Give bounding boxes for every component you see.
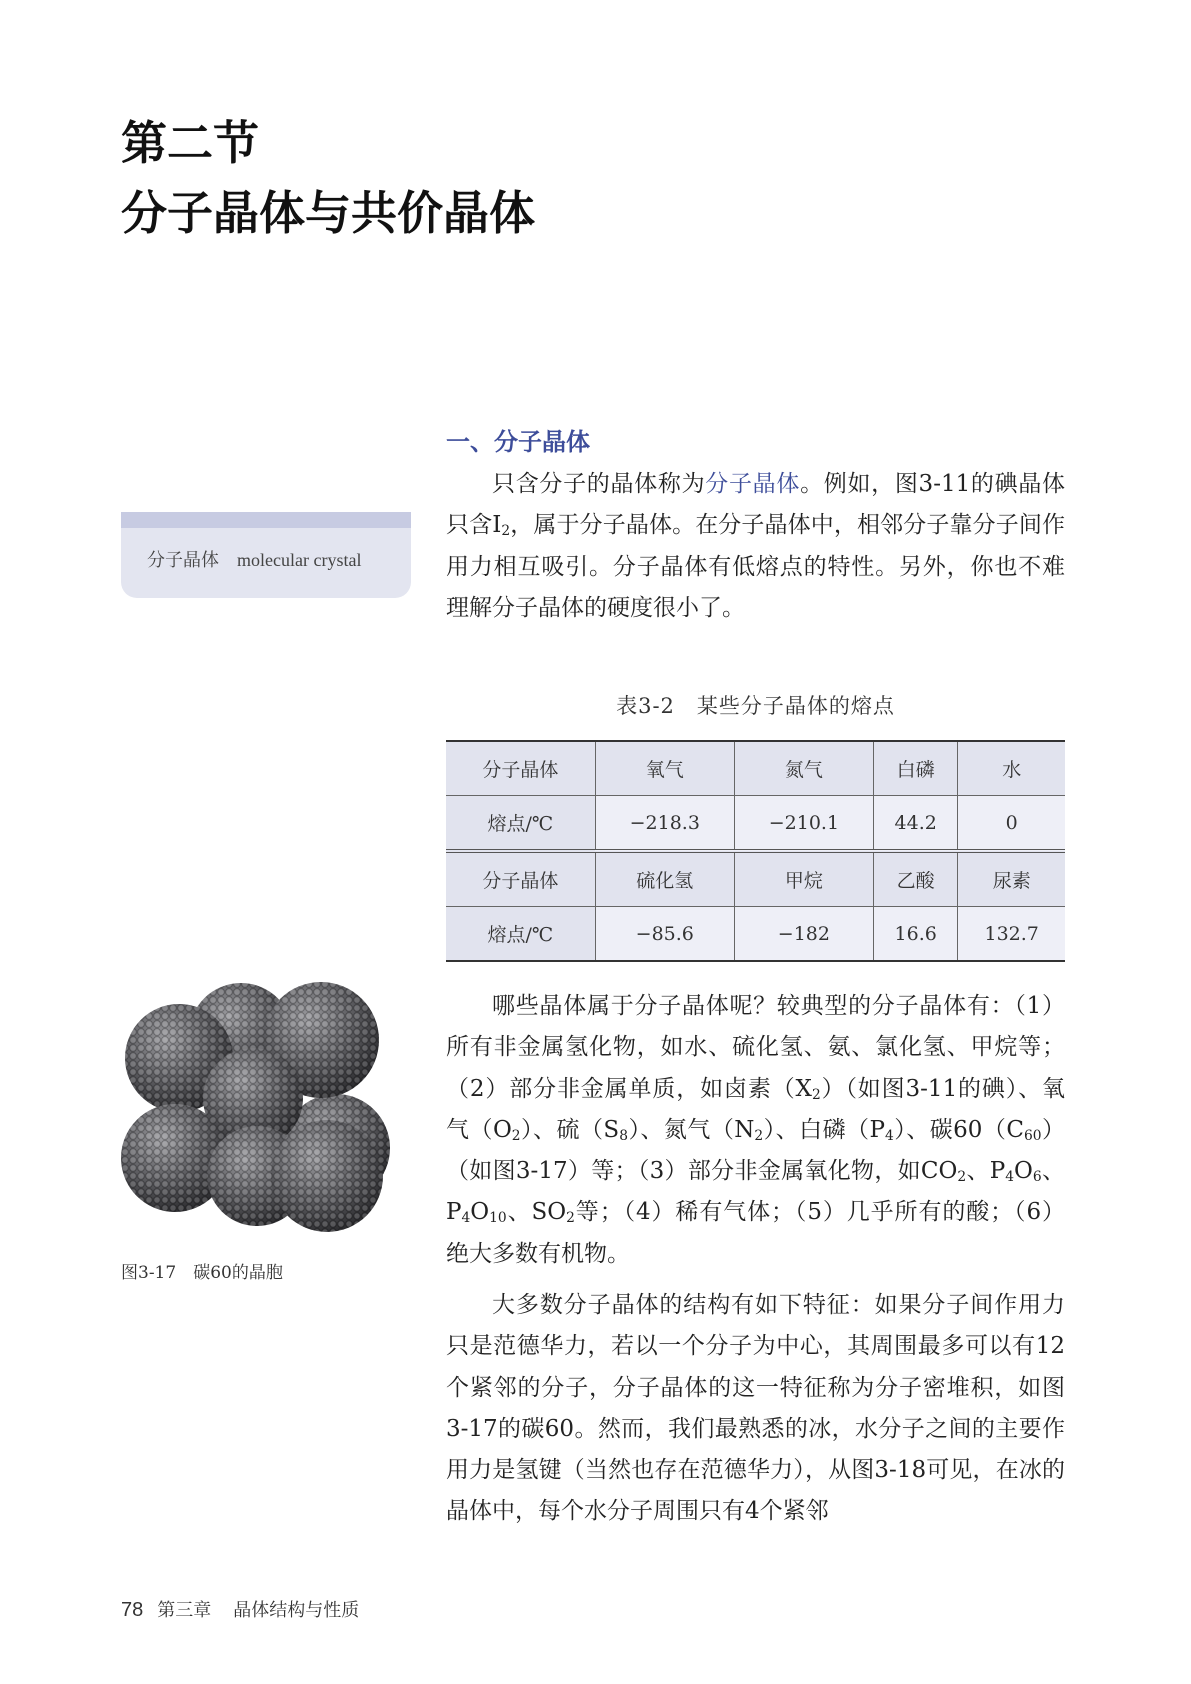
glossary-box (121, 512, 411, 598)
c60-unit-cell-image (121, 980, 391, 1238)
table-caption: 表3-2 某些分子晶体的熔点 (616, 694, 895, 718)
table-cell: 氧气 (595, 741, 734, 796)
fullerene-spheres (121, 982, 390, 1232)
table-cell: 16.6 (873, 907, 957, 962)
key-term-highlight: 分子晶体 (705, 471, 801, 497)
table-cell: −210.1 (734, 796, 873, 852)
table-cell: 熔点/℃ (446, 907, 595, 962)
table-cell: −218.3 (595, 796, 734, 852)
table-cell: 44.2 (873, 796, 957, 852)
table-row (446, 741, 1065, 796)
table-cell: 尿素 (958, 851, 1065, 907)
table-cell: −182 (734, 907, 873, 962)
figure-caption: 图3-17 碳60的晶胞 (121, 1263, 283, 1283)
glossary-term-cn: 分子晶体 (147, 550, 219, 571)
table-cell: 氮气 (734, 741, 873, 796)
table-cell: 甲烷 (734, 851, 873, 907)
table-cell: 熔点/℃ (446, 796, 595, 852)
table-cell: 0 (958, 796, 1065, 852)
section-number: 第二节 (121, 116, 259, 170)
subsection-title: 一、分子晶体 (446, 428, 590, 456)
table-row (446, 796, 1065, 852)
paragraph-1: 只含分子的晶体称为分子晶体。例如，图3-11的碘晶体只含$I_2$，属于分子晶体。在分子晶体中，相邻分子靠分子间作用力相互吸引。分子晶体有低熔点的特性。另外，你也不难理解分子晶体的硬度很小了。 (446, 471, 1066, 621)
table-cell: 分子晶体 (446, 851, 595, 907)
page-number: 78 (121, 1599, 144, 1621)
table-row (446, 907, 1065, 962)
footer-chapter-title: 晶体结构与性质 (233, 1600, 360, 1621)
footer-chapter: 第三章 (157, 1600, 212, 1621)
table-cell: 水 (958, 741, 1065, 796)
section-title: 分子晶体与共价晶体 (121, 186, 535, 240)
glossary-term-en: molecular crystal (237, 550, 362, 570)
glossary-term (121, 528, 411, 572)
table-cell: 乙酸 (873, 851, 957, 907)
table-cell: −85.6 (595, 907, 734, 962)
glossary-box-bar (121, 512, 411, 528)
table-row (446, 851, 1065, 907)
table-cell: 硫化氢 (595, 851, 734, 907)
paragraph-2: 哪些晶体属于分子晶体呢？较典型的分子晶体有：（1）所有非金属氢化物，如水、硫化氢、氨、氯化氢、甲烷等；（2）部分非金属单质，如卤素$(X_2)$（如图3-11的碘）、氧气$(O_2)$、硫$(S_8)$、氮气$(N_2)$、白磷$(P_4)$、碳$60(C_{60})$（如图3-17）等；（3）部分非金属氧化物，如$CO_2$、$P_4O_6$、$P_4O_{10}$、$SO_2$等；（4）稀有气体；（5）几乎所有的酸；（6）绝大多数有机物。 (446, 993, 1066, 1267)
melting-point-table (446, 740, 1065, 962)
chapter-section-heading (121, 108, 535, 248)
table-cell: 分子晶体 (446, 741, 595, 796)
paragraph-3: 大多数分子晶体的结构有如下特征：如果分子间作用力只是范德华力，若以一个分子为中心，其周围最多可以有12个紧邻的分子，分子晶体的这一特征称为分子密堆积，如图3-17的碳60。然而，我们最熟悉的冰，水分子之间的主要作用力是氢键（当然也存在范德华力），从图3-18可见，在冰的晶体中，每个水分子周围只有4个紧邻 (446, 1292, 1065, 1525)
page-footer (121, 1596, 359, 1622)
table-cell: 白磷 (873, 741, 957, 796)
table-cell: 132.7 (958, 907, 1065, 962)
